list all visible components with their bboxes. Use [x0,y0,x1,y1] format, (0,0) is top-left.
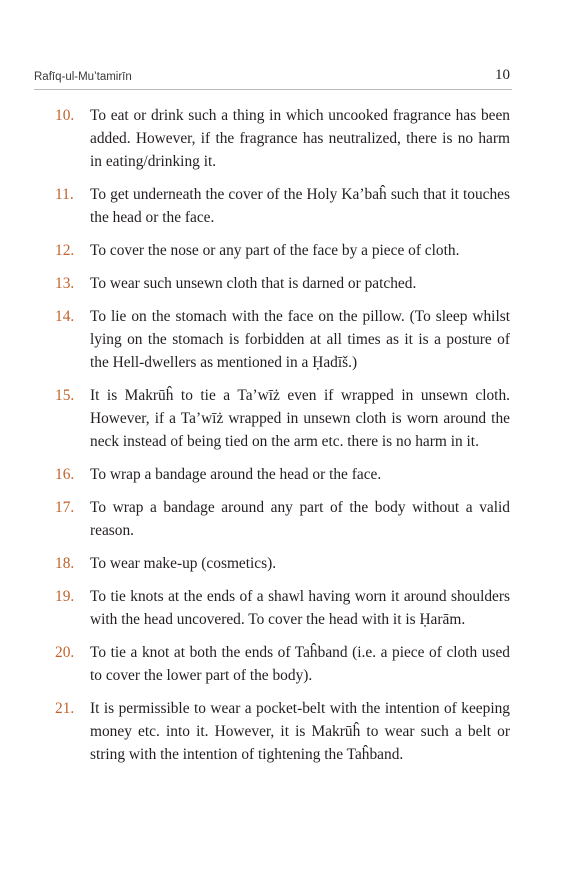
book-title: Rafīq-ul-Mu’tamirīn [34,71,132,83]
rules-list [0,104,569,776]
item-number: 20. [55,644,75,661]
list-item [0,183,569,229]
item-text: To wrap a bandage around the head or the face. [90,466,382,483]
item-number: 19. [55,588,75,605]
item-number: 12. [55,242,75,259]
item-text: To wrap a bandage around any part of the body without a valid reason. [90,499,510,539]
item-text: To wear make-up (cosmetics). [90,555,277,572]
item-number: 10. [55,107,75,124]
list-item [0,305,569,374]
item-text: It is permissible to wear a pocket-belt with the intention of keeping money etc. into it. However, it is Makrūĥ to wear such a belt or string with the intention of tightening the Taĥband. [90,700,510,763]
item-number: 11. [55,186,74,203]
list-item [0,384,569,453]
item-text: To tie knots at the ends of a shawl having worn it around shoulders with the head uncovered. To cover the head with it is Ḥarām. [90,588,510,628]
list-item [0,272,569,295]
list-item [0,496,569,542]
list-item [0,641,569,687]
item-number: 21. [55,700,75,717]
list-item [0,104,569,173]
item-number: 15. [55,387,75,404]
item-text: To tie a knot at both the ends of Taĥband (i.e. a piece of cloth used to cover the lower part of the body). [90,644,510,684]
running-header [34,63,512,90]
list-item [0,585,569,631]
item-number: 16. [55,466,75,483]
item-text: It is Makrūĥ to tie a Ta’wīż even if wrapped in unsewn cloth. However, if a Ta’wīż wrapped in unsewn cloth is worn around the neck instead of being tied on the arm etc. there is no harm in it. [90,387,510,450]
item-number: 14. [55,308,75,325]
item-text: To wear such unsewn cloth that is darned or patched. [90,275,417,292]
item-text: To eat or drink such a thing in which uncooked fragrance has been added. However, if the fragrance has neutralized, there is no harm in eating/drinking it. [90,107,510,170]
item-number: 18. [55,555,75,572]
item-text: To get underneath the cover of the Holy Ka’baĥ such that it touches the head or the face. [90,186,510,226]
list-item [0,239,569,262]
item-number: 13. [55,275,75,292]
item-number: 17. [55,499,75,516]
item-text: To lie on the stomach with the face on the pillow. (To sleep whilst lying on the stomach is forbidden at all times as it is a posture of the Hell-dwellers as mentioned in a Ḥadīš.) [90,308,510,371]
list-item [0,463,569,486]
item-text: To cover the nose or any part of the face by a piece of cloth. [90,242,460,259]
list-item [0,697,569,766]
list-item [0,552,569,575]
page-number: 10 [495,67,510,83]
